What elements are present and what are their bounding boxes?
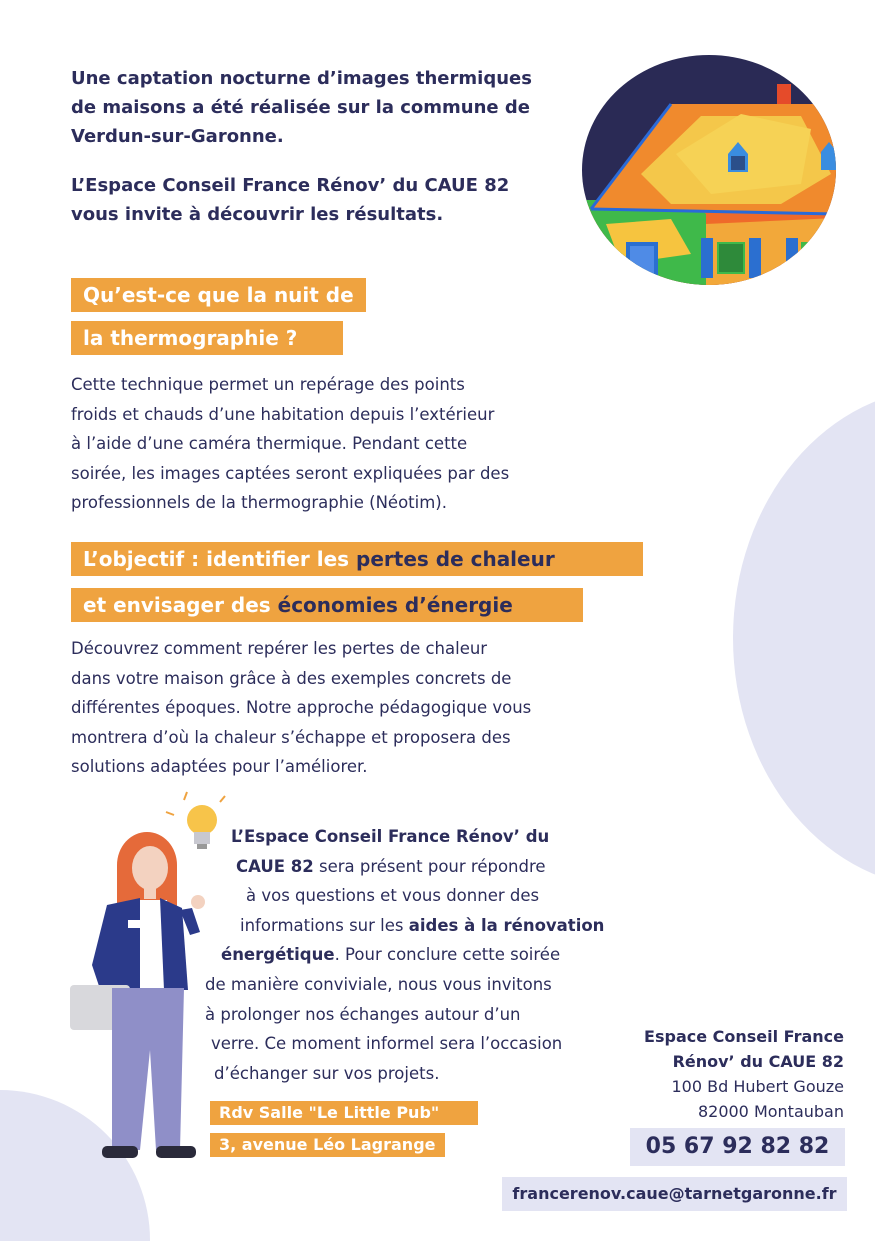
- objective-description: Découvrez comment repérer les pertes de chaleur dans votre maison grâce à des exemples concrets de différentes époques. Notre approche pédagogique vous montrera d’où la chaleur s’échappe et proposera des solutions adaptées pour l’améliorer.: [71, 639, 532, 776]
- org-name-line1: Espace Conseil France: [644, 1027, 844, 1046]
- thermal-house-image: [581, 54, 837, 286]
- street-address: 100 Bd Hubert Gouze: [671, 1077, 844, 1096]
- phone-number[interactable]: 05 67 92 82 82: [630, 1128, 845, 1166]
- venue-badge: Rdv Salle "Le Little Pub": [210, 1101, 478, 1125]
- intro-paragraph-2: L’Espace Conseil France Rénov’ du CAUE 82 vous invite à découvrir les résultats.: [71, 175, 510, 225]
- city-address: 82000 Montauban: [697, 1102, 844, 1121]
- address-badge: 3, avenue Léo Lagrange: [210, 1133, 445, 1157]
- org-name-line2: Rénov’ du CAUE 82: [672, 1052, 844, 1071]
- presence-text: L’Espace Conseil France Rénov’ du CAUE 82 sera présent pour répondre à vos questions et vous donner des informations sur les aides à la rénovation énergétique. Pour conclure cette soirée de manière conviviale, nous vous invitons à prolonger nos échanges autour d’un verre. Ce moment informel sera l’occasion d’échanger sur vos projets.: [205, 827, 605, 1083]
- heading-thermography-line2: la thermographie ?: [71, 321, 343, 355]
- intro-paragraph-1: Une captation nocturne d’images thermiques de maisons a été réalisée sur la commune de Verdun-sur-Garonne.: [71, 68, 532, 147]
- heading-thermography-line1: Qu’est-ce que la nuit de: [71, 278, 366, 312]
- intro-text: [71, 64, 571, 229]
- decorative-circle-right: [733, 388, 875, 888]
- contact-block: [644, 1024, 844, 1124]
- thermography-description: Cette technique permet un repérage des points froids et chauds d’une habitation depuis l’extérieur à l’aide d’une caméra thermique. Pendant cette soirée, les images captées seront expliquées par des professionnels de la thermographie (Néotim).: [71, 375, 510, 512]
- heading-objective-line2: et envisager des économies d’énergie: [71, 588, 583, 622]
- heading-objective-line1: L’objectif : identifier les pertes de chaleur: [71, 542, 643, 576]
- email-address[interactable]: francerenov.caue@tarnetgaronne.fr: [502, 1177, 847, 1211]
